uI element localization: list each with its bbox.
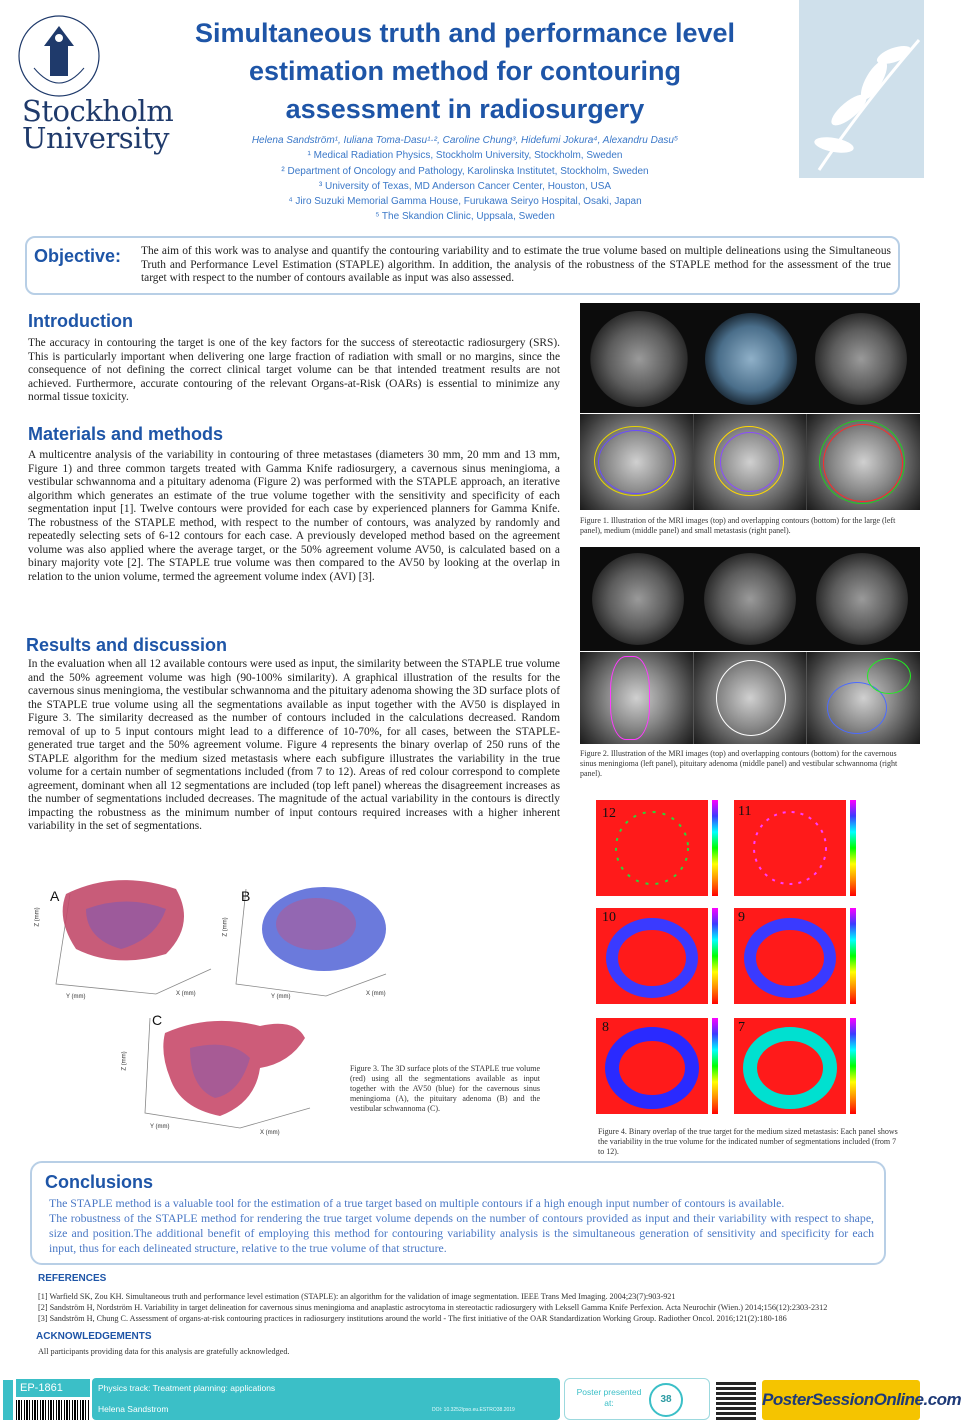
authors-block	[170, 133, 760, 225]
figure-2-mri-top	[580, 547, 920, 651]
contour-ring	[598, 430, 674, 494]
university-seal-logo	[14, 8, 164, 108]
figure-4-caption: Figure 4. Binary overlap of the true target for the medium sized metastasis: Each panel shows the variability in the true volume for the indicated number of segmentations included (from 7 to 12).	[598, 1127, 898, 1156]
brand-logo[interactable]: PosterSessionOnline.com	[762, 1380, 920, 1420]
objective-box	[25, 236, 900, 295]
figure-3-c-z-axis: Z (mm)	[121, 1051, 128, 1071]
figure-3-panel-c-label: C	[152, 1012, 163, 1028]
introduction-heading: Introduction	[28, 311, 133, 331]
colorbar	[850, 908, 856, 1004]
figure-3-panel-a-label: A	[50, 888, 60, 904]
heatmap-panel-8	[596, 1018, 708, 1114]
affiliation-1: ¹ Medical Radiation Physics, Stockholm University, Stockholm, Sweden	[307, 150, 623, 162]
figure-1-mri-top	[580, 303, 920, 413]
barcode	[16, 1400, 90, 1420]
logo-line-1: Stockholm	[22, 94, 174, 128]
figure-3-c-y-axis: Y (mm)	[150, 1124, 170, 1130]
overlap-ring	[734, 1018, 846, 1114]
footer-info-bar	[92, 1378, 560, 1420]
university-logo-text	[22, 94, 174, 155]
contour-panel-schwannoma	[807, 652, 920, 744]
conclusions-heading: Conclusions	[45, 1172, 154, 1192]
conclusions-box	[30, 1161, 886, 1265]
methods-text: A multicentre analysis of the variability in contouring of three metastases (diameters 30 mm, 20 mm and 13 mm, Figure 1) and three common targets treated with Gamma Knife radiosurgery, a cavernous sinus meningioma, a vestibular schwannoma and a pituitary adenoma (Figure 2) was performed with the STAPLE approach, an iterative algorithm which generates an estimate of the true volume together with the sensitivity and specificity of each segmentation input [1]. Twelve contours were provided for each case by experienced planners for Gamma Knife. The robustness of the STAPLE method, with respect to the number of contours, was analyzed by randomly and repeatedly selecting sets of 6-12 contours for each case. A previously developed method based on the agreement volume was also applied where the average target, or the 50% agreement volume AV50, is calculated based on a binary majority vote [2]. The STAPLE true volume was then compared to the AV50 by looking at the overlap in relation to the union volume, termed the agreement volume index (AVI) [3].	[28, 449, 560, 583]
presented-at-text: Poster presented at:	[576, 1387, 642, 1408]
contour-ring	[720, 432, 780, 492]
heatmap-label-10: 10	[602, 910, 616, 925]
contour-panel-medium	[694, 414, 806, 510]
objective-text: The aim of this work was to analyse and quantify the contouring variability and to estimate the true volume based on multiple delineations using the Simultaneous Truth and Performance Level Estimation (STAPLE) algorithm. In addition, the analysis of the robustness of the STAPLE method for the assessment of the true target with respect to the number of contours available as input was also assessed.	[141, 245, 891, 284]
acknowledgements-text: All participants providing data for this analysis are gratefully acknowledged.	[38, 1347, 290, 1356]
figure-3-panel-b-label: B	[241, 888, 251, 904]
figure-1-caption: Figure 1. Illustration of the MRI images (top) and overlapping contours (bottom) for the large (left panel), medium (middle panel) and small metastasis (right panel).	[580, 516, 896, 535]
contour-ring	[867, 658, 911, 694]
introduction-text: The accuracy in contouring the target is one of the key factors for the success of stereotactic radiosurgery (SRS). This is particularly important when delivering one large fraction of radiation with small or no margins, since the consequence of not defining the correct clinical target volume can be that intended treatment results are not achieved. Furthermore, accurate contouring of the relevant Organs-at-Risk (OARs) is essential to minimize any normal tissue toxicity.	[28, 337, 560, 403]
methods-heading: Materials and methods	[28, 424, 224, 444]
reference-2: [2] Sandström H, Nordström H. Variability in target delineation for cavernous sinus meningioma and anaplastic astrocytoma in stereotactic radiosurgery with Leksell Gamma Knife Perfexion. Acta Neurochir (Wien.) 2014;156(12):2303-2312	[38, 1303, 828, 1312]
results-text: In the evaluation when all 12 available contours were used as input, the similarity between the STAPLE true volume and the 50% agreement volume was high (90-100% similarity). A graphical illustration of the results for the cavernous sinus meningioma, the vestibular schwannoma and the pituitary adenoma showing the 3D surface plots of the STAPLE true volume using all the segmentations available as input together with the AV50 is displayed in Figure 3. The similarity decreased as the number of contours included in the calculations decreased. Random removal of up to 5 input contours might lead to a difference of 10-70%, for all cases, between the STAPLE-generated true target and the 50% agreement volume. Figure 4 represents the binary overlap of 250 runs of the STAPLE algorithm for the medium sized metastasis where each subfigure illustrates the variability in the true volume for a certain number of segmentations included (from 7 to 12). Areas of red colour correspond to complete agreement, dominant when all 12 segmentations are included (top left panel) whereas the disagreement increases as the number of segmentations included decreases. The magnitude of the actual variability in the contours is directly impacting the robustness as the minimum number of input contours required increases with a higher inherent variability in the set of segmentations.	[28, 658, 560, 832]
figure-3-a-z-axis: Z (mm)	[34, 907, 41, 927]
contour-ring	[610, 656, 650, 740]
references-heading: REFERENCES	[38, 1273, 107, 1284]
contour-panel-pituitary	[694, 652, 806, 744]
overlap-ring	[596, 1018, 708, 1114]
logo-line-2: University	[22, 121, 169, 155]
mri-brain-small-metastasis	[815, 313, 907, 405]
footer-doi[interactable]: DOI: 10.3252/pso.eu.ESTRO38.2019	[432, 1407, 515, 1413]
heatmap-label-9: 9	[738, 910, 745, 925]
mri-brain-schwannoma	[816, 553, 908, 645]
heatmap-label-8: 8	[602, 1020, 609, 1035]
figure-3-plots	[26, 874, 406, 1004]
contour-panel-meningioma	[580, 652, 693, 744]
figure-2-caption: Figure 2. Illustration of the MRI images (top) and overlapping contours (bottom) for the cavernous sinus meningioma (left panel), pituitary adenoma (middle panel) and vestibular schwannoma (right panel).	[580, 749, 898, 778]
overlap-ring	[734, 908, 846, 1004]
affiliation-2: ² Department of Oncology and Pathology, Karolinska Institutet, Stockholm, Sweden	[281, 165, 649, 177]
conference-badge: 38	[649, 1383, 683, 1417]
figure-3-b-y-axis: Y (mm)	[271, 994, 291, 1000]
figure-3-a-x-axis: X (mm)	[176, 991, 196, 997]
objective-label: Objective:	[34, 246, 122, 266]
mri-brain-large-metastasis	[590, 311, 688, 407]
heatmap-panel-9	[734, 908, 846, 1004]
author-names: Helena Sandström¹, Iuliana Toma-Dasu¹·², Caroline Chung³, Hidefumi Jokura⁴, Alexandru Dasu⁵	[251, 135, 679, 146]
heatmap-label-12: 12	[602, 806, 616, 821]
heatmap-label-11: 11	[738, 804, 752, 819]
affiliation-3: ³ University of Texas, MD Anderson Cancer Center, Houston, USA	[318, 180, 612, 192]
affiliation-5: ⁵ The Skandion Clinic, Uppsala, Sweden	[375, 211, 555, 223]
figure-2-contours	[580, 652, 920, 744]
figure-3-caption: Figure 3. The 3D surface plots of the STAPLE true volume (red) using all the segmentations available as input together with the AV50 (blue) for the cavernous sinus meningioma (A), the pituitary adenoma (B) and the vestibular schwannoma (C).	[350, 1064, 540, 1113]
reference-3: [3] Sandström H, Chung C. Assessment of organs-at-risk contouring practices in radiosurgery institutions around the world - The first initiative of the OAR Standardization Working Group. Radiother Oncol. 2016;121(2):180-186	[38, 1314, 787, 1323]
contour-panel-large	[580, 414, 693, 510]
figure-1-contours	[580, 414, 920, 510]
figure-4-heatmaps	[590, 796, 862, 1126]
heatmap-label-7: 7	[738, 1020, 745, 1035]
reference-1: [1] Warfield SK, Zou KH. Simultaneous truth and performance level estimation (STAPLE): an algorithm for the validation of image segmentation. IEEE Trans Med Imaging. 2004;23(7):903-921	[38, 1292, 676, 1301]
figure-3-b-x-axis: X (mm)	[366, 991, 386, 997]
leaf-decoration-image	[799, 0, 924, 178]
colorbar	[850, 800, 856, 896]
figure-3-ab-graphic	[26, 874, 406, 1004]
mri-brain-meningioma	[592, 553, 684, 645]
footer-track: Physics track: Treatment planning: applications	[98, 1383, 276, 1393]
mri-brain-medium-metastasis	[705, 313, 797, 405]
colorbar	[712, 908, 718, 1004]
figure-3-b-z-axis: Z (mm)	[222, 917, 229, 937]
colorbar	[850, 1018, 856, 1114]
conclusions-text	[49, 1196, 874, 1256]
contour-panel-small	[807, 414, 920, 510]
presented-at-box	[564, 1378, 710, 1420]
conclusions-paragraph-2: The robustness of the STAPLE method for rendering the true target volume depends on the number of contours provided as input and their variability with respect to shape, size and position.The additional benefit of employing this method for contouring variability analysis is the simultaneous generation of sensitivity and specificity for each input, thus for each delineated structure, relative to the true volume of that structure.	[49, 1211, 874, 1255]
mri-brain-pituitary	[704, 553, 796, 645]
footer-presenter: Helena Sandstrom	[98, 1404, 169, 1414]
poster-id: EP-1861	[16, 1379, 90, 1397]
colorbar	[712, 800, 718, 896]
heatmap-panel-7	[734, 1018, 846, 1114]
conclusions-paragraph-1: The STAPLE method is a valuable tool for the estimation of a true target based on multiple contours if a high enough input number of contours is available.	[49, 1196, 785, 1210]
figure-3-plot-c	[120, 1008, 340, 1138]
contour-ring	[716, 660, 786, 736]
figure-3-a-y-axis: Y (mm)	[66, 994, 86, 1000]
poster-title: Simultaneous truth and performance level estimation method for contouring assessment in radiosurgery	[194, 18, 736, 124]
acknowledgements-heading: ACKNOWLEDGEMENTS	[36, 1331, 152, 1342]
colorbar	[712, 1018, 718, 1114]
qr-code[interactable]	[716, 1380, 756, 1420]
footer-side-strip	[3, 1380, 13, 1420]
figure-3-c-x-axis: X (mm)	[260, 1130, 280, 1136]
results-heading: Results and discussion	[26, 635, 228, 655]
affiliation-4: ⁴ Jiro Suzuki Memorial Gamma House, Furukawa Seiryo Hospital, Osaki, Japan	[288, 196, 642, 208]
contour-ring	[823, 424, 903, 502]
